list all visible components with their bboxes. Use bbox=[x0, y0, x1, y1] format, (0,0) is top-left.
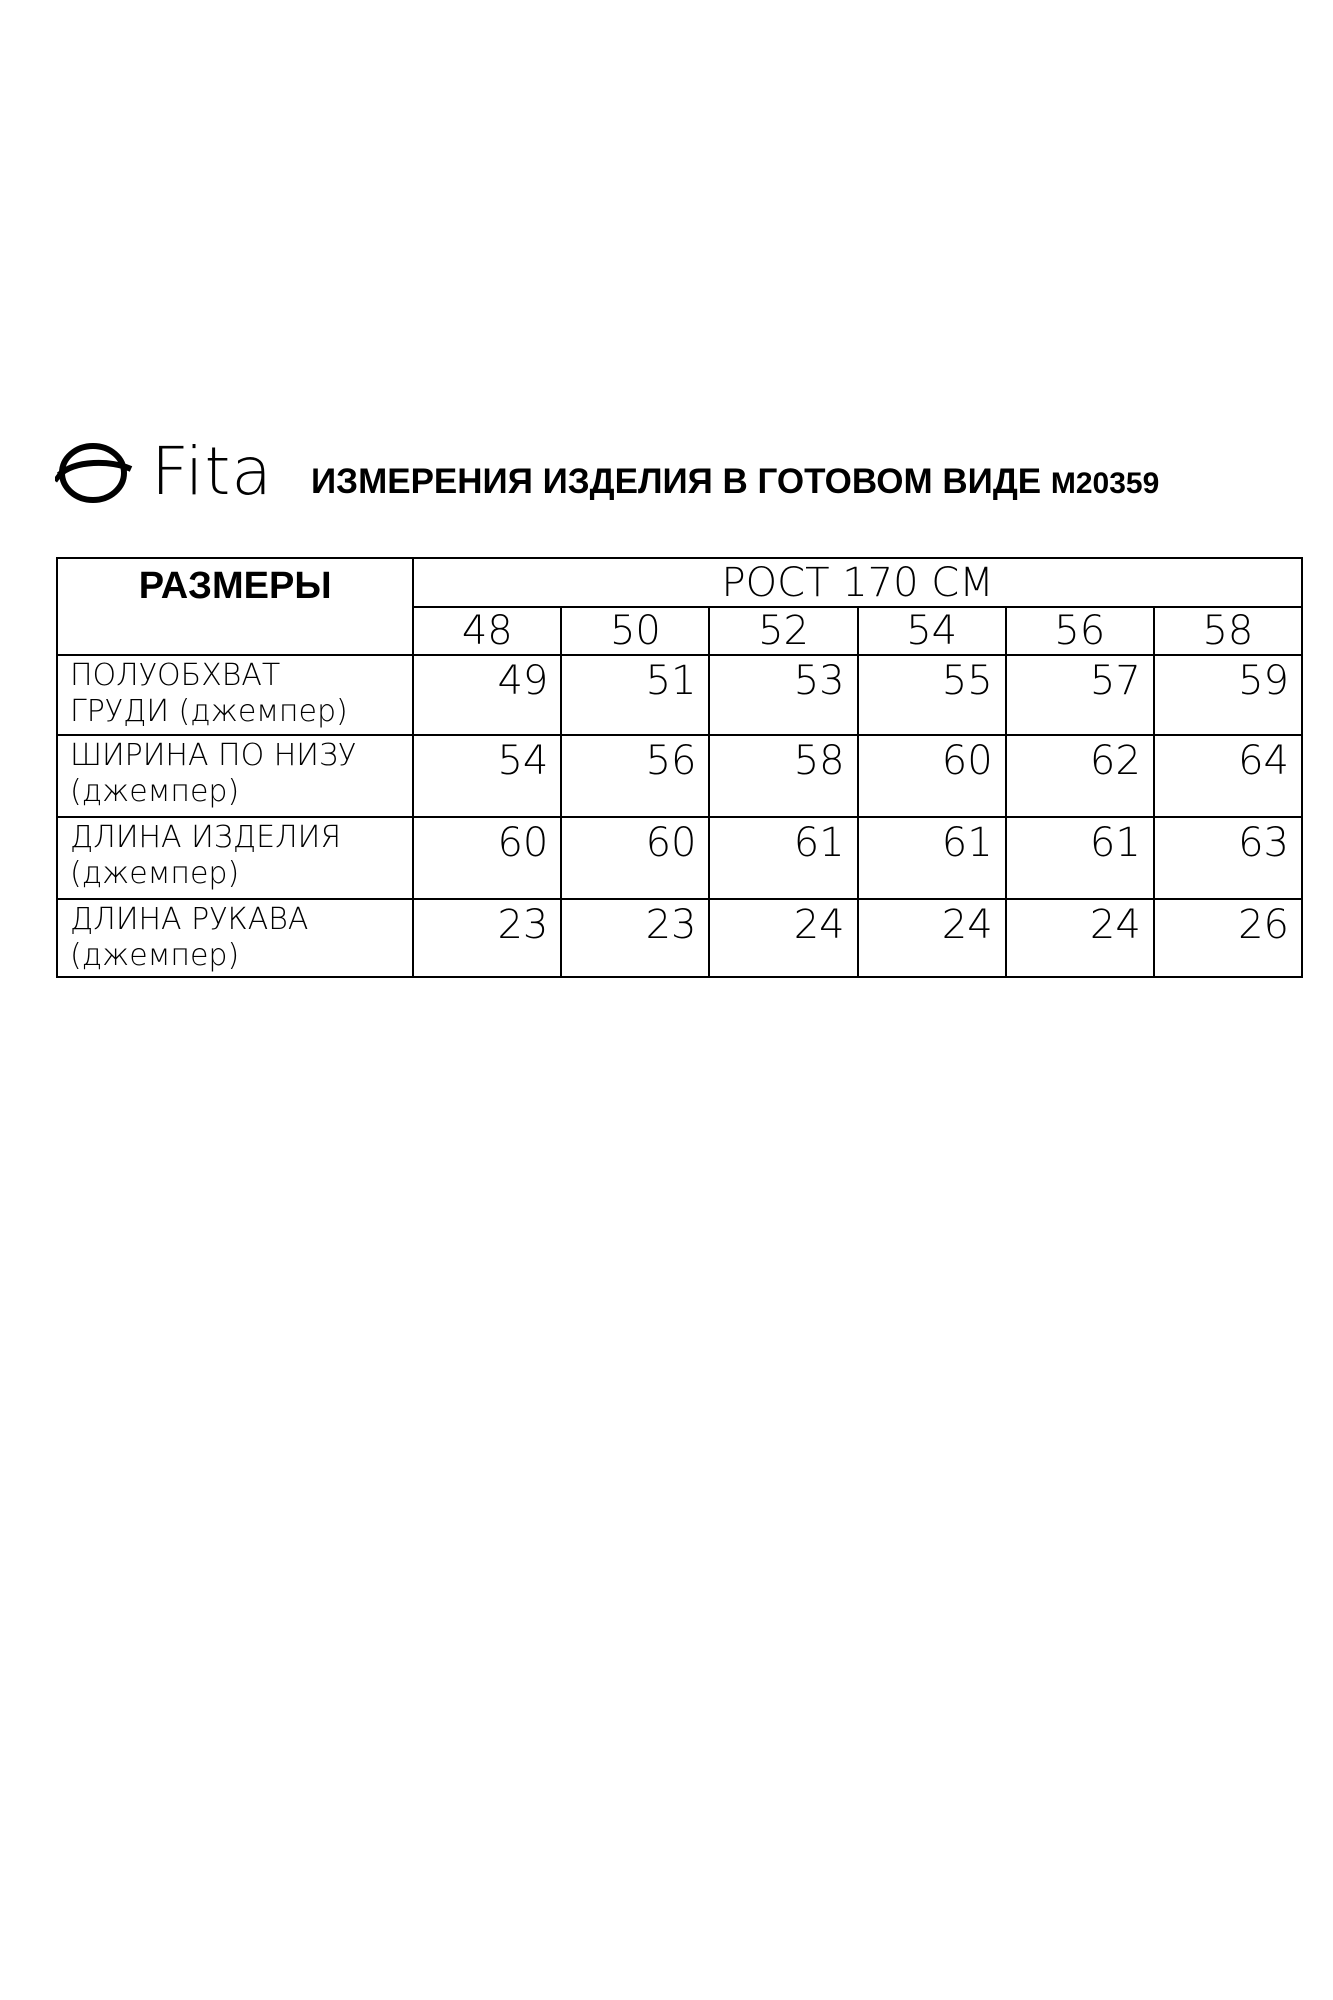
row-label-line: (джемпер) bbox=[70, 856, 240, 891]
table-row bbox=[57, 735, 1302, 817]
table-row bbox=[57, 899, 1302, 977]
sizes-header: РАЗМЕРЫ bbox=[57, 558, 413, 655]
size-header-cell: 50 bbox=[561, 607, 709, 655]
size-header-cell: 52 bbox=[709, 607, 857, 655]
height-header: РОСТ 170 СМ bbox=[413, 558, 1302, 607]
row-label bbox=[57, 735, 413, 817]
value-cell: 63 bbox=[1154, 817, 1302, 899]
table-row bbox=[57, 817, 1302, 899]
value-cell: 61 bbox=[858, 817, 1006, 899]
row-label-line: (джемпер) bbox=[70, 938, 240, 973]
value-cell: 59 bbox=[1154, 655, 1302, 735]
row-label-line: ПОЛУОБХВАТ bbox=[70, 658, 281, 693]
model-number: М20359 bbox=[1050, 467, 1160, 500]
row-label-line: ШИРИНА ПО НИЗУ bbox=[70, 738, 357, 773]
value-cell: 60 bbox=[561, 817, 709, 899]
row-label-line: ДЛИНА ИЗДЕЛИЯ bbox=[70, 820, 342, 855]
header-row-height bbox=[57, 558, 1302, 607]
row-label bbox=[57, 655, 413, 735]
value-cell: 62 bbox=[1006, 735, 1154, 817]
row-label-line: ДЛИНА РУКАВА bbox=[70, 902, 309, 937]
value-cell: 61 bbox=[1006, 817, 1154, 899]
brand-name: Fita bbox=[151, 433, 273, 510]
value-cell: 60 bbox=[413, 817, 561, 899]
title-text: ИЗМЕРЕНИЯ ИЗДЕЛИЯ В ГОТОВОМ ВИДЕ bbox=[311, 462, 1042, 501]
row-label bbox=[57, 899, 413, 977]
size-chart-table bbox=[56, 557, 1303, 978]
value-cell: 64 bbox=[1154, 735, 1302, 817]
fita-logo-icon bbox=[55, 436, 135, 506]
value-cell: 24 bbox=[709, 899, 857, 977]
value-cell: 24 bbox=[858, 899, 1006, 977]
value-cell: 55 bbox=[858, 655, 1006, 735]
row-label-line: ГРУДИ (джемпер) bbox=[70, 694, 348, 729]
row-label bbox=[57, 817, 413, 899]
value-cell: 51 bbox=[561, 655, 709, 735]
value-cell: 24 bbox=[1006, 899, 1154, 977]
value-cell: 57 bbox=[1006, 655, 1154, 735]
value-cell: 23 bbox=[413, 899, 561, 977]
value-cell: 49 bbox=[413, 655, 561, 735]
document-header bbox=[55, 432, 1295, 512]
size-header-cell: 48 bbox=[413, 607, 561, 655]
value-cell: 23 bbox=[561, 899, 709, 977]
size-header-cell: 56 bbox=[1006, 607, 1154, 655]
value-cell: 26 bbox=[1154, 899, 1302, 977]
row-label-line: (джемпер) bbox=[70, 774, 240, 809]
value-cell: 58 bbox=[709, 735, 857, 817]
value-cell: 53 bbox=[709, 655, 857, 735]
document-title bbox=[311, 460, 1159, 506]
brand-logo bbox=[55, 432, 275, 512]
value-cell: 54 bbox=[413, 735, 561, 817]
value-cell: 61 bbox=[709, 817, 857, 899]
value-cell: 60 bbox=[858, 735, 1006, 817]
size-header-cell: 54 bbox=[858, 607, 1006, 655]
value-cell: 56 bbox=[561, 735, 709, 817]
table-row bbox=[57, 655, 1302, 735]
size-header-cell: 58 bbox=[1154, 607, 1302, 655]
